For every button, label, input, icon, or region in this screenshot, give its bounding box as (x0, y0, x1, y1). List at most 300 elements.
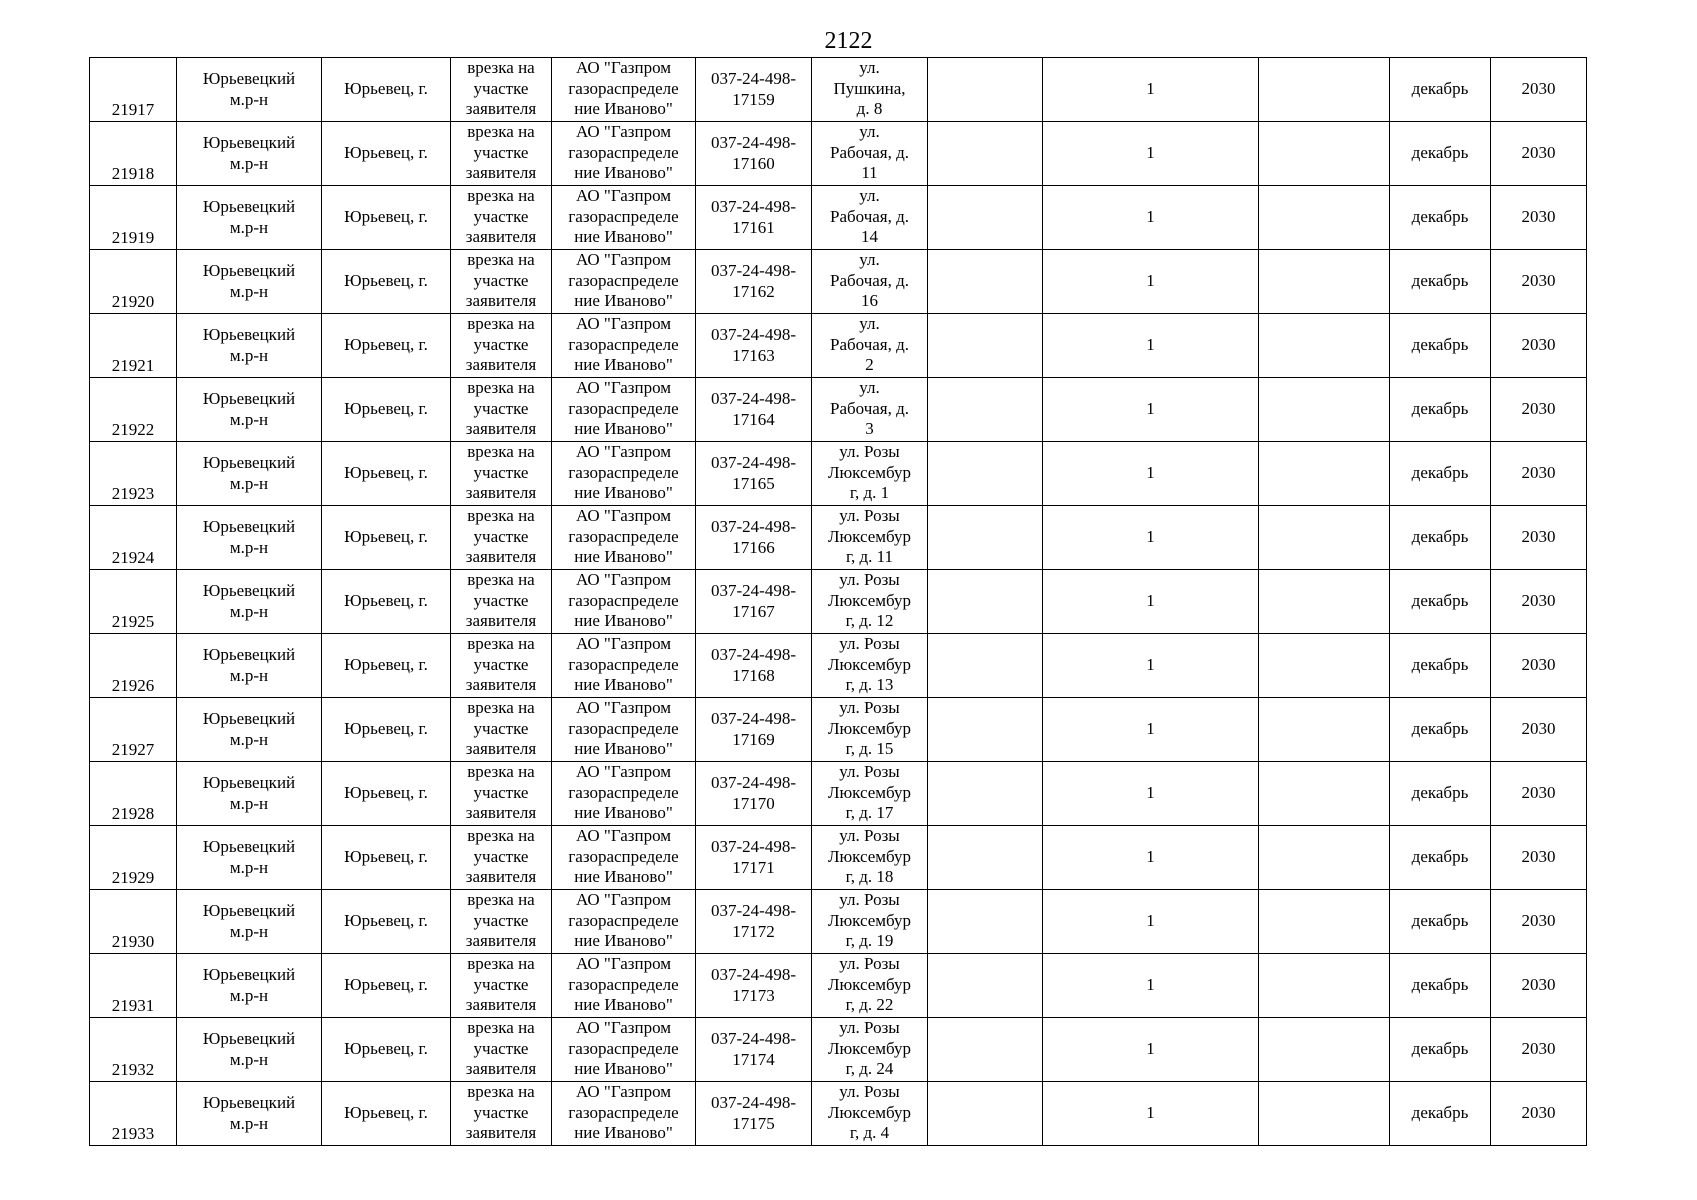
empty-cell (1259, 826, 1390, 890)
quantity-cell (1043, 186, 1259, 250)
empty-cell (1259, 378, 1390, 442)
address-cell-text: ул. Розы Люксембур г, д. 1 (827, 442, 912, 502)
work-type-cell (451, 890, 552, 954)
district-cell-text: Юрьевецкий м.р-н (202, 69, 296, 109)
empty-cell (928, 1018, 1043, 1082)
month-cell-text: декабрь (1411, 847, 1469, 867)
district-cell (177, 762, 322, 826)
month-cell-text: декабрь (1411, 271, 1469, 291)
town-cell (322, 1018, 451, 1082)
year-cell (1491, 826, 1587, 890)
table-row (90, 186, 1587, 250)
town-cell (322, 890, 451, 954)
district-cell-text: Юрьевецкий м.р-н (202, 325, 296, 365)
object-code-cell (696, 698, 812, 762)
year-cell (1491, 890, 1587, 954)
month-cell (1390, 186, 1491, 250)
quantity-cell (1043, 890, 1259, 954)
district-cell-text: Юрьевецкий м.р-н (202, 453, 296, 493)
work-type-cell-text: врезка на участке заявителя (465, 314, 537, 374)
row-number-text: 21922 (111, 419, 155, 439)
work-type-cell (451, 378, 552, 442)
year-cell-text: 2030 (1521, 975, 1556, 995)
address-cell (812, 122, 928, 186)
quantity-cell-text: 1 (1146, 335, 1155, 355)
table-row (90, 698, 1587, 762)
address-cell (812, 506, 928, 570)
empty-cell (928, 826, 1043, 890)
row-number-text: 21923 (111, 483, 155, 503)
object-code-cell-text: 037-24-498- 17163 (711, 325, 796, 365)
address-cell (812, 698, 928, 762)
address-cell-text: ул. Рабочая, д. 3 (829, 378, 910, 438)
month-cell-text: декабрь (1411, 719, 1469, 739)
object-code-cell (696, 442, 812, 506)
district-cell-text: Юрьевецкий м.р-н (202, 837, 296, 877)
month-cell (1390, 762, 1491, 826)
month-cell (1390, 698, 1491, 762)
district-cell (177, 570, 322, 634)
work-type-cell (451, 58, 552, 122)
work-type-cell-text: врезка на участке заявителя (465, 250, 537, 310)
year-cell-text: 2030 (1521, 911, 1556, 931)
year-cell-text: 2030 (1521, 335, 1556, 355)
address-cell (812, 570, 928, 634)
object-code-cell (696, 506, 812, 570)
quantity-cell (1043, 634, 1259, 698)
row-number-text: 21921 (111, 355, 155, 375)
address-cell-text: ул. Розы Люксембур г, д. 4 (827, 1082, 912, 1142)
object-code-cell (696, 954, 812, 1018)
work-type-cell (451, 1018, 552, 1082)
district-cell (177, 890, 322, 954)
year-cell-text: 2030 (1521, 783, 1556, 803)
empty-cell (928, 122, 1043, 186)
district-cell (177, 314, 322, 378)
organization-cell-text: АО "Газпром газораспределе ние Иваново" (568, 954, 679, 1014)
year-cell-text: 2030 (1521, 399, 1556, 419)
town-cell (322, 58, 451, 122)
gas-connection-table (89, 57, 1587, 1146)
empty-cell (928, 378, 1043, 442)
table-row (90, 570, 1587, 634)
object-code-cell-text: 037-24-498- 17160 (711, 133, 796, 173)
month-cell (1390, 378, 1491, 442)
quantity-cell-text: 1 (1146, 271, 1155, 291)
organization-cell (552, 570, 696, 634)
row-number-text: 21919 (111, 227, 155, 247)
work-type-cell (451, 570, 552, 634)
address-cell (812, 250, 928, 314)
empty-cell (1259, 1018, 1390, 1082)
month-cell (1390, 442, 1491, 506)
empty-cell (928, 250, 1043, 314)
row-number-text: 21927 (111, 739, 155, 759)
quantity-cell (1043, 1082, 1259, 1146)
row-number (90, 186, 177, 250)
district-cell (177, 122, 322, 186)
town-cell (322, 314, 451, 378)
year-cell (1491, 250, 1587, 314)
quantity-cell-text: 1 (1146, 79, 1155, 99)
work-type-cell (451, 186, 552, 250)
row-number-text: 21928 (111, 803, 155, 823)
district-cell (177, 442, 322, 506)
row-number-text: 21929 (111, 867, 155, 887)
town-cell-text: Юрьевец, г. (344, 975, 428, 995)
row-number (90, 58, 177, 122)
month-cell-text: декабрь (1411, 527, 1469, 547)
address-cell-text: ул. Рабочая, д. 11 (829, 122, 910, 182)
row-number-text: 21920 (111, 291, 155, 311)
object-code-cell (696, 634, 812, 698)
town-cell (322, 250, 451, 314)
year-cell (1491, 58, 1587, 122)
district-cell-text: Юрьевецкий м.р-н (202, 645, 296, 685)
row-number (90, 1082, 177, 1146)
organization-cell-text: АО "Газпром газораспределе ние Иваново" (568, 826, 679, 886)
address-cell (812, 1018, 928, 1082)
work-type-cell-text: врезка на участке заявителя (465, 186, 537, 246)
table-row (90, 250, 1587, 314)
year-cell-text: 2030 (1521, 79, 1556, 99)
empty-cell (1259, 890, 1390, 954)
town-cell (322, 378, 451, 442)
quantity-cell-text: 1 (1146, 719, 1155, 739)
organization-cell (552, 442, 696, 506)
work-type-cell-text: врезка на участке заявителя (465, 826, 537, 886)
object-code-cell (696, 378, 812, 442)
month-cell (1390, 634, 1491, 698)
address-cell-text: ул. Розы Люксембур г, д. 13 (827, 634, 912, 694)
work-type-cell-text: врезка на участке заявителя (465, 58, 537, 118)
organization-cell-text: АО "Газпром газораспределе ние Иваново" (568, 250, 679, 310)
empty-cell (1259, 122, 1390, 186)
address-cell-text: ул. Розы Люксембур г, д. 22 (827, 954, 912, 1014)
work-type-cell-text: врезка на участке заявителя (465, 570, 537, 630)
month-cell-text: декабрь (1411, 591, 1469, 611)
work-type-cell (451, 762, 552, 826)
row-number (90, 314, 177, 378)
object-code-cell-text: 037-24-498- 17162 (711, 261, 796, 301)
town-cell-text: Юрьевец, г. (344, 911, 428, 931)
year-cell (1491, 762, 1587, 826)
district-cell-text: Юрьевецкий м.р-н (202, 261, 296, 301)
organization-cell-text: АО "Газпром газораспределе ние Иваново" (568, 570, 679, 630)
month-cell-text: декабрь (1411, 463, 1469, 483)
town-cell (322, 186, 451, 250)
row-number (90, 954, 177, 1018)
table-row (90, 122, 1587, 186)
district-cell-text: Юрьевецкий м.р-н (202, 389, 296, 429)
row-number-text: 21918 (111, 163, 155, 183)
town-cell-text: Юрьевец, г. (344, 591, 428, 611)
organization-cell-text: АО "Газпром газораспределе ние Иваново" (568, 506, 679, 566)
object-code-cell-text: 037-24-498- 17174 (711, 1029, 796, 1069)
month-cell (1390, 314, 1491, 378)
organization-cell (552, 762, 696, 826)
object-code-cell-text: 037-24-498- 17169 (711, 709, 796, 749)
work-type-cell-text: врезка на участке заявителя (465, 954, 537, 1014)
table-row (90, 762, 1587, 826)
district-cell (177, 378, 322, 442)
address-cell (812, 378, 928, 442)
year-cell-text: 2030 (1521, 847, 1556, 867)
month-cell (1390, 1018, 1491, 1082)
district-cell (177, 1018, 322, 1082)
organization-cell-text: АО "Газпром газораспределе ние Иваново" (568, 1018, 679, 1078)
empty-cell (1259, 1082, 1390, 1146)
address-cell-text: ул. Розы Люксембур г, д. 24 (827, 1018, 912, 1078)
month-cell-text: декабрь (1411, 911, 1469, 931)
quantity-cell (1043, 570, 1259, 634)
quantity-cell (1043, 442, 1259, 506)
table-row (90, 634, 1587, 698)
row-number-text: 21933 (111, 1123, 155, 1143)
month-cell (1390, 506, 1491, 570)
object-code-cell-text: 037-24-498- 17170 (711, 773, 796, 813)
town-cell-text: Юрьевец, г. (344, 335, 428, 355)
quantity-cell (1043, 378, 1259, 442)
district-cell-text: Юрьевецкий м.р-н (202, 773, 296, 813)
month-cell-text: декабрь (1411, 783, 1469, 803)
address-cell-text: ул. Розы Люксембур г, д. 19 (827, 890, 912, 950)
month-cell-text: декабрь (1411, 1103, 1469, 1123)
quantity-cell (1043, 698, 1259, 762)
town-cell-text: Юрьевец, г. (344, 143, 428, 163)
town-cell-text: Юрьевец, г. (344, 1039, 428, 1059)
row-number (90, 698, 177, 762)
quantity-cell-text: 1 (1146, 1103, 1155, 1123)
month-cell (1390, 122, 1491, 186)
address-cell-text: ул. Пушкина, д. 8 (833, 58, 906, 118)
quantity-cell (1043, 826, 1259, 890)
work-type-cell-text: врезка на участке заявителя (465, 1018, 537, 1078)
row-number-text: 21930 (111, 931, 155, 951)
row-number (90, 1018, 177, 1082)
empty-cell (928, 762, 1043, 826)
organization-cell-text: АО "Газпром газораспределе ние Иваново" (568, 1082, 679, 1142)
empty-cell (1259, 186, 1390, 250)
address-cell (812, 762, 928, 826)
address-cell (812, 442, 928, 506)
object-code-cell (696, 250, 812, 314)
district-cell-text: Юрьевецкий м.р-н (202, 197, 296, 237)
year-cell (1491, 698, 1587, 762)
district-cell-text: Юрьевецкий м.р-н (202, 517, 296, 557)
address-cell-text: ул. Розы Люксембур г, д. 12 (827, 570, 912, 630)
empty-cell (928, 314, 1043, 378)
empty-cell (928, 570, 1043, 634)
row-number (90, 442, 177, 506)
month-cell (1390, 890, 1491, 954)
work-type-cell-text: врезка на участке заявителя (465, 122, 537, 182)
work-type-cell (451, 442, 552, 506)
object-code-cell-text: 037-24-498- 17171 (711, 837, 796, 877)
address-cell (812, 634, 928, 698)
quantity-cell (1043, 250, 1259, 314)
month-cell-text: декабрь (1411, 975, 1469, 995)
organization-cell (552, 58, 696, 122)
empty-cell (928, 1082, 1043, 1146)
year-cell (1491, 314, 1587, 378)
month-cell (1390, 250, 1491, 314)
year-cell-text: 2030 (1521, 143, 1556, 163)
year-cell-text: 2030 (1521, 207, 1556, 227)
year-cell-text: 2030 (1521, 719, 1556, 739)
month-cell (1390, 1082, 1491, 1146)
row-number (90, 634, 177, 698)
object-code-cell (696, 1082, 812, 1146)
work-type-cell-text: врезка на участке заявителя (465, 1082, 537, 1142)
quantity-cell (1043, 58, 1259, 122)
empty-cell (928, 186, 1043, 250)
organization-cell-text: АО "Газпром газораспределе ние Иваново" (568, 634, 679, 694)
empty-cell (1259, 58, 1390, 122)
quantity-cell-text: 1 (1146, 591, 1155, 611)
empty-cell (1259, 762, 1390, 826)
town-cell-text: Юрьевец, г. (344, 271, 428, 291)
empty-cell (1259, 698, 1390, 762)
district-cell (177, 698, 322, 762)
organization-cell-text: АО "Газпром газораспределе ние Иваново" (568, 762, 679, 822)
work-type-cell (451, 634, 552, 698)
empty-cell (1259, 570, 1390, 634)
empty-cell (928, 442, 1043, 506)
table-row (90, 378, 1587, 442)
row-number-text: 21932 (111, 1059, 155, 1079)
work-type-cell (451, 954, 552, 1018)
quantity-cell-text: 1 (1146, 783, 1155, 803)
empty-cell (928, 506, 1043, 570)
district-cell-text: Юрьевецкий м.р-н (202, 1029, 296, 1069)
quantity-cell (1043, 122, 1259, 186)
organization-cell (552, 506, 696, 570)
row-number-text: 21917 (111, 99, 155, 119)
object-code-cell-text: 037-24-498- 17164 (711, 389, 796, 429)
month-cell-text: декабрь (1411, 1039, 1469, 1059)
address-cell (812, 826, 928, 890)
month-cell (1390, 58, 1491, 122)
row-number (90, 250, 177, 314)
row-number (90, 890, 177, 954)
quantity-cell-text: 1 (1146, 463, 1155, 483)
district-cell-text: Юрьевецкий м.р-н (202, 581, 296, 621)
district-cell-text: Юрьевецкий м.р-н (202, 901, 296, 941)
district-cell-text: Юрьевецкий м.р-н (202, 1093, 296, 1133)
organization-cell-text: АО "Газпром газораспределе ние Иваново" (568, 314, 679, 374)
table-row (90, 1082, 1587, 1146)
empty-cell (1259, 250, 1390, 314)
year-cell (1491, 1082, 1587, 1146)
empty-cell (1259, 442, 1390, 506)
quantity-cell-text: 1 (1146, 1039, 1155, 1059)
district-cell (177, 826, 322, 890)
address-cell-text: ул. Розы Люксембур г, д. 18 (827, 826, 912, 886)
object-code-cell (696, 826, 812, 890)
table-row (90, 58, 1587, 122)
year-cell (1491, 570, 1587, 634)
object-code-cell (696, 762, 812, 826)
work-type-cell-text: врезка на участке заявителя (465, 378, 537, 438)
work-type-cell-text: врезка на участке заявителя (465, 442, 537, 502)
year-cell-text: 2030 (1521, 1039, 1556, 1059)
town-cell (322, 698, 451, 762)
quantity-cell (1043, 1018, 1259, 1082)
year-cell-text: 2030 (1521, 271, 1556, 291)
district-cell (177, 634, 322, 698)
empty-cell (928, 634, 1043, 698)
object-code-cell (696, 314, 812, 378)
quantity-cell (1043, 762, 1259, 826)
month-cell (1390, 570, 1491, 634)
empty-cell (928, 954, 1043, 1018)
object-code-cell-text: 037-24-498- 17173 (711, 965, 796, 1005)
organization-cell (552, 378, 696, 442)
town-cell-text: Юрьевец, г. (344, 527, 428, 547)
year-cell (1491, 186, 1587, 250)
address-cell (812, 58, 928, 122)
town-cell-text: Юрьевец, г. (344, 399, 428, 419)
page-number: 2122 (824, 28, 873, 54)
year-cell-text: 2030 (1521, 463, 1556, 483)
quantity-cell-text: 1 (1146, 207, 1155, 227)
address-cell (812, 314, 928, 378)
empty-cell (928, 890, 1043, 954)
table-row (90, 954, 1587, 1018)
work-type-cell (451, 1082, 552, 1146)
table-row (90, 314, 1587, 378)
row-number (90, 762, 177, 826)
address-cell (812, 186, 928, 250)
row-number (90, 570, 177, 634)
year-cell (1491, 954, 1587, 1018)
row-number-text: 21925 (111, 611, 155, 631)
work-type-cell-text: врезка на участке заявителя (465, 634, 537, 694)
year-cell (1491, 634, 1587, 698)
month-cell-text: декабрь (1411, 143, 1469, 163)
organization-cell (552, 314, 696, 378)
town-cell (322, 634, 451, 698)
object-code-cell (696, 186, 812, 250)
year-cell (1491, 378, 1587, 442)
organization-cell (552, 122, 696, 186)
town-cell-text: Юрьевец, г. (344, 847, 428, 867)
work-type-cell (451, 698, 552, 762)
town-cell (322, 1082, 451, 1146)
work-type-cell-text: врезка на участке заявителя (465, 762, 537, 822)
empty-cell (1259, 314, 1390, 378)
town-cell-text: Юрьевец, г. (344, 719, 428, 739)
work-type-cell (451, 506, 552, 570)
organization-cell (552, 1018, 696, 1082)
address-cell-text: ул. Рабочая, д. 14 (829, 186, 910, 246)
town-cell-text: Юрьевец, г. (344, 79, 428, 99)
organization-cell (552, 954, 696, 1018)
organization-cell (552, 698, 696, 762)
work-type-cell-text: врезка на участке заявителя (465, 506, 537, 566)
year-cell-text: 2030 (1521, 527, 1556, 547)
empty-cell (928, 698, 1043, 762)
month-cell-text: декабрь (1411, 207, 1469, 227)
object-code-cell-text: 037-24-498- 17161 (711, 197, 796, 237)
district-cell-text: Юрьевецкий м.р-н (202, 133, 296, 173)
work-type-cell (451, 826, 552, 890)
quantity-cell-text: 1 (1146, 527, 1155, 547)
work-type-cell (451, 250, 552, 314)
address-cell-text: ул. Розы Люксембур г, д. 15 (827, 698, 912, 758)
quantity-cell-text: 1 (1146, 655, 1155, 675)
